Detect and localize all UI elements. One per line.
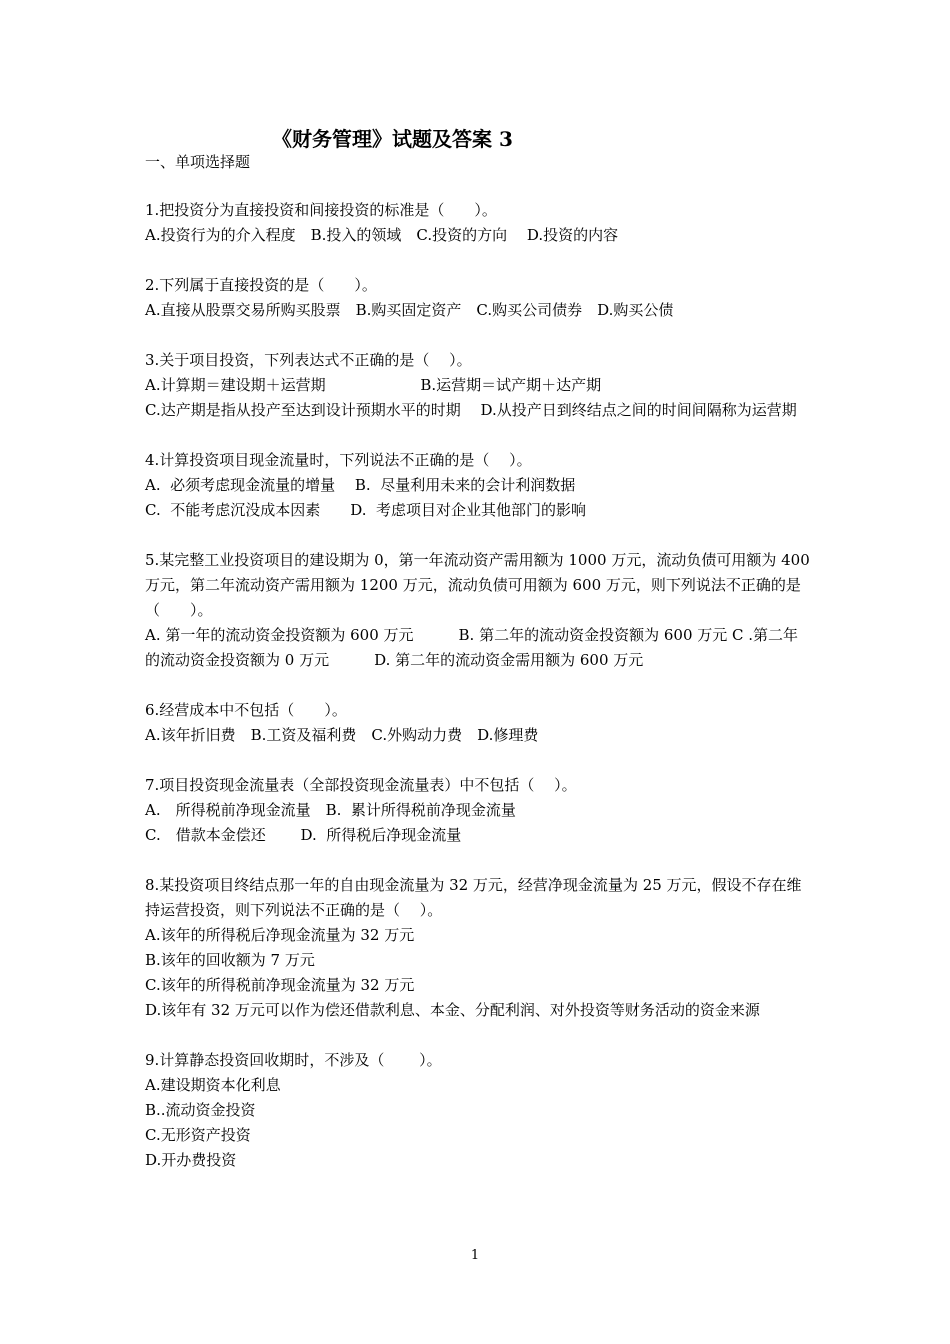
document-title: 《财务管理》试题及答案 3 <box>272 127 513 151</box>
question-2 <box>145 273 810 323</box>
question-options: C. 不能考虑沉没成本因素 D. 考虑项目对企业其他部门的影响 <box>145 501 587 519</box>
question-stem: 8.某投资项目终结点那一年的自由现金流量为 32 万元，经营净现金流量为 25 万元，假设不存在维持运营投资，则下列说法不正确的是（ ）。 <box>145 876 802 919</box>
question-stem: 2.下列属于直接投资的是（ ）。 <box>145 276 377 294</box>
question-stem: 5.某完整工业投资项目的建设期为 0，第一年流动资产需用额为 1000 万元，流动负债可用额为 400 万元，第二年流动资产需用额为 1200 万元，流动负债可用额为 600 万元，则下列说法不正确的是（ ）。 <box>145 551 810 619</box>
question-option: A.该年的所得税后净现金流量为 32 万元 <box>145 926 415 944</box>
question-options: A. 必须考虑现金流量的增量 B. 尽量利用未来的会计利润数据 <box>145 476 576 494</box>
question-option: A.建设期资本化利息 <box>145 1076 281 1094</box>
question-options: C.达产期是指从投产至达到设计预期水平的时期 D.从投产日到终结点之间的时间间隔称为运营期 <box>145 401 797 419</box>
question-stem: 3.关于项目投资，下列表达式不正确的是（ ）。 <box>145 351 472 369</box>
question-1 <box>145 198 810 248</box>
question-stem: 1.把投资分为直接投资和间接投资的标准是（ ）。 <box>145 201 497 219</box>
question-options: C. 借款本金偿还 D. 所得税后净现金流量 <box>145 826 462 844</box>
question-3 <box>145 348 810 423</box>
question-option: B..流动资金投资 <box>145 1101 256 1119</box>
question-option: B.该年的回收额为 7 万元 <box>145 951 315 969</box>
question-6 <box>145 698 810 748</box>
section-heading: 一、单项选择题 <box>145 153 251 171</box>
question-options: A.投资行为的介入程度 B.投入的领域 C.投资的方向 D.投资的内容 <box>145 226 619 244</box>
question-option: D.开办费投资 <box>145 1151 237 1169</box>
question-list <box>145 198 810 1198</box>
question-options: A.该年折旧费 B.工资及福利费 C.外购动力费 D.修理费 <box>145 726 539 744</box>
question-option: C.无形资产投资 <box>145 1126 251 1144</box>
question-options: A.计算期＝建设期＋运营期 B.运营期＝试产期＋达产期 <box>145 376 602 394</box>
question-9 <box>145 1048 810 1173</box>
question-option: D.该年有 32 万元可以作为偿还借款利息、本金、分配利润、对外投资等财务活动的资金来源 <box>145 1001 760 1019</box>
question-8 <box>145 873 810 1023</box>
question-stem: 9.计算静态投资回收期时，不涉及（ ）。 <box>145 1051 442 1069</box>
question-options: A.直接从股票交易所购买股票 B.购买固定资产 C.购买公司债券 D.购买公债 <box>145 301 674 319</box>
page-number: 1 <box>470 1248 480 1263</box>
question-7 <box>145 773 810 848</box>
question-stem: 6.经营成本中不包括（ ）。 <box>145 701 347 719</box>
question-stem: 7.项目投资现金流量表（全部投资现金流量表）中不包括（ ）。 <box>145 776 577 794</box>
question-5 <box>145 548 810 673</box>
question-options: A. 所得税前净现金流量 B. 累计所得税前净现金流量 <box>145 801 516 819</box>
question-stem: 4.计算投资项目现金流量时，下列说法不正确的是（ ）。 <box>145 451 532 469</box>
question-options: A. 第一年的流动资金投资额为 600 万元 B. 第二年的流动资金投资额为 600 万元 C .第二年的流动资金投资额为 0 万元 D. 第二年的流动资金需用额为 600 万元 <box>145 626 799 669</box>
question-4 <box>145 448 810 523</box>
question-option: C.该年的所得税前净现金流量为 32 万元 <box>145 976 415 994</box>
